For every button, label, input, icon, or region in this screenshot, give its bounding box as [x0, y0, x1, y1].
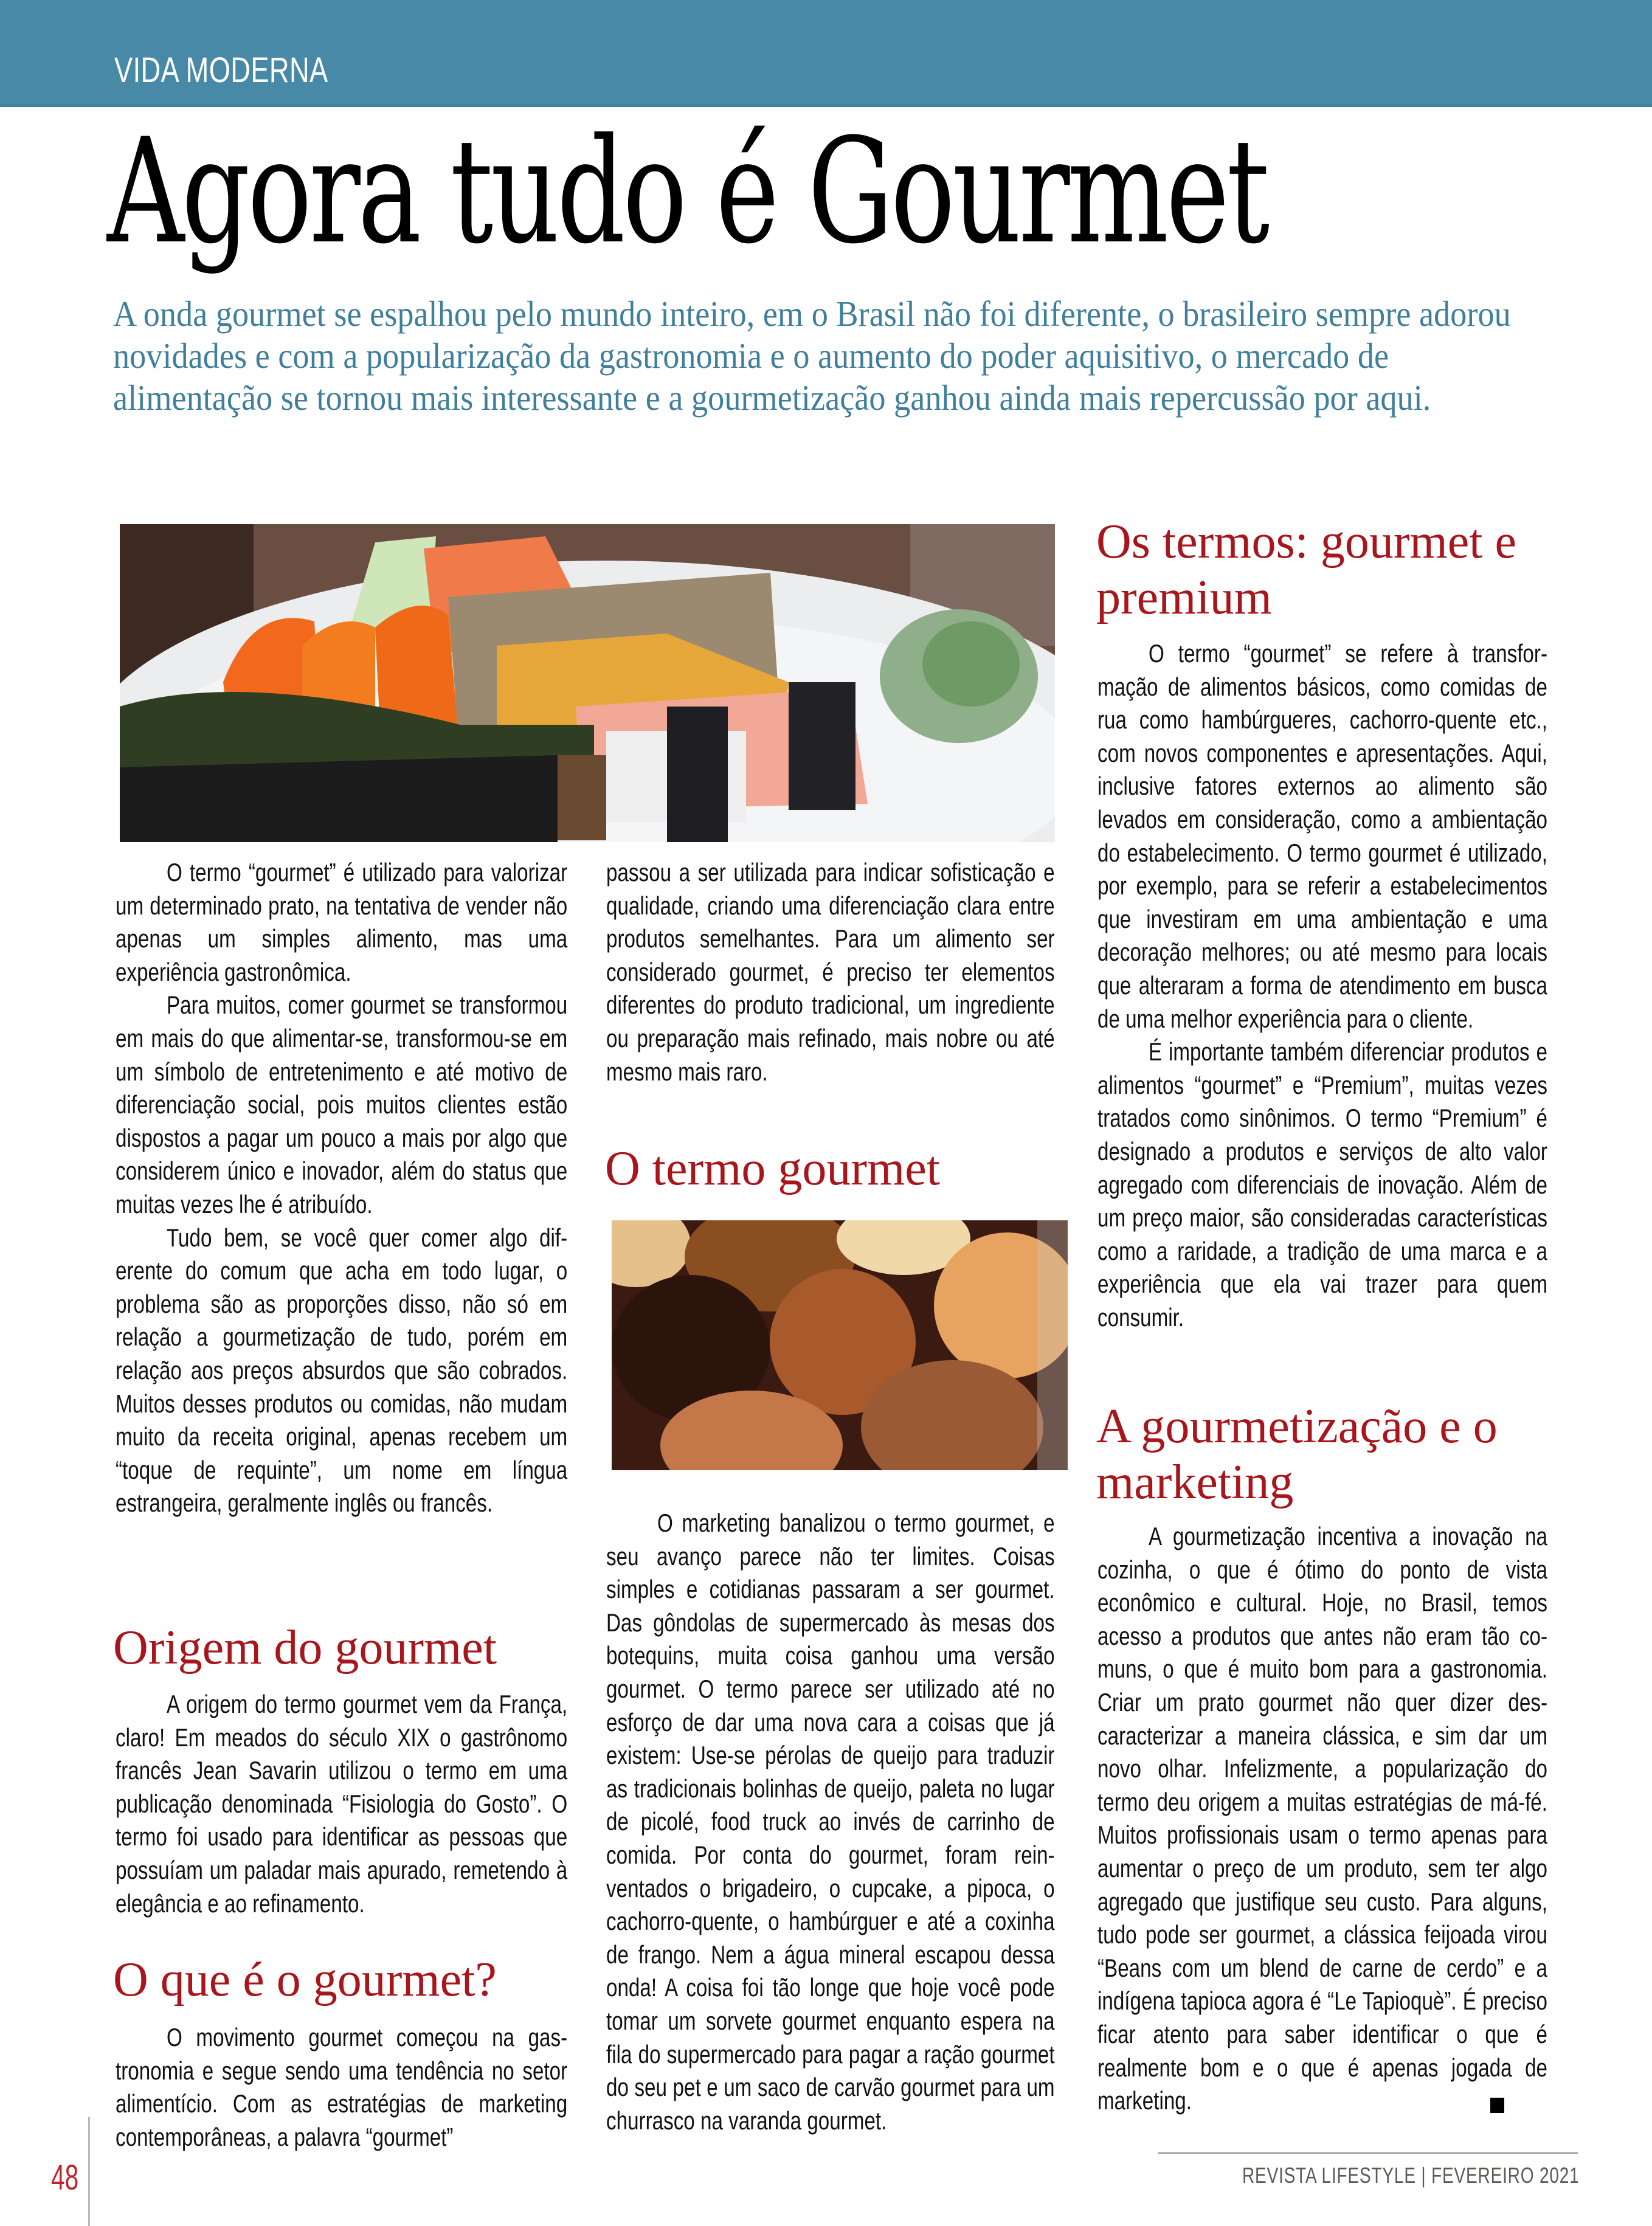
paragraph: passou a ser utilizada para indicar sofisticação e qualidade, criando uma diferenciação clara entre produtos semelhantes. Para um alimento ser considerado gourmet, é preciso ter elementos diferentes do produto tradicional, um ingrediente ou preparação mais refinado, mais nobre ou até mesmo mais raro.: [606, 858, 1055, 1086]
column-3-termos: [1097, 637, 1547, 1334]
paragraph: O marketing banalizou o termo gourmet, e seu avanço parece não ter limites. Coisas simples e cotidianas passaram a ser gourmet. Das gôndolas de supermercado às mesas dos botequins, muita coisa ganhou uma versão gourmet. O termo parece ser utilizado até no esforço de dar uma nova cara a coisas que já existem: Use-se pérolas de queijo para traduzir as tradicionais bolinhas de queijo, paleta no lugar de picolé, food truck ao invés de carrinho de comida. Por conta do gourmet, foram reinventados o brigadeiro, o cupcake, a pipoca, o cachorro-quente, o hambúrguer e até a coxinha de frango. Nem a água mineral escapou dessa onda! A coisa foi tão longe que hoje você pode tomar um sorvete gourmet enquanto espera na fila do supermercado para pagar a ração gourmet do seu pet e um saco de carvão gourmet para um churrasco na varanda gourmet.: [606, 1509, 1055, 2135]
publication-footer: REVISTA LIFESTYLE | FEVEREIRO 2021: [1242, 2163, 1580, 2188]
section-label: VIDA MODERNA: [114, 50, 328, 90]
column-1-origem: [116, 1688, 567, 1920]
heading-termo-container: [605, 1141, 1067, 1197]
footer-rule: [1158, 2152, 1578, 2154]
sushi-illustration: [120, 524, 1055, 842]
page-number: 48: [51, 2158, 79, 2197]
paragraph: O movimento gourmet começou na gastronomia e segue sendo uma tendência no setor alimentício. Com as estratégias de marketing contemporâneas, a palavra “gourmet”: [116, 2023, 568, 2151]
article-lead: [113, 293, 1560, 419]
heading-o-termo-gourmet: O termo gourmet: [605, 1142, 940, 1195]
article-title: Agora tudo é Gourmet: [107, 108, 1267, 276]
paragraph: Tudo bem, se você quer comer algo diferente do comum que acha em todo lugar, o problema são as proporções disso, não só em relação a gourmetização de tudo, porém em relação aos preços absurdos que são cobrados. Muitos desses produtos ou comidas, não mudam muito da receita original, apenas recebem um “toque de requinte”, um nome em língua estrangeira, geralmente inglês ou francês.: [116, 1223, 568, 1518]
heading-origem-container: [113, 1620, 575, 1676]
column-2: [606, 856, 1055, 1088]
heading-termos-container: [1096, 514, 1571, 626]
lead-text: A onda gourmet se espalhou pelo mundo inteiro, em o Brasil não foi diferente, o brasileiro sempre adorou novidades e com a popularização da gastronomia e o aumento do poder aquisitivo, o mercado de alimentação se tornou mais interessante e a gourmetização ganhou ainda mais repercussão por aqui.: [113, 294, 1511, 418]
paragraph: O termo “gourmet” é utilizado para valorizar um determinado prato, na tentativa de vender não apenas um simples alimento, mas uma experiência gastronômica.: [116, 858, 568, 986]
paragraph: O termo “gourmet” se refere à transformação de alimentos básicos, como comidas de rua como hambúrgueres, cachorro-quente etc., com novos componentes e apresentações. Aqui, inclusive fatores externos ao alimento são levados em consideração, como a ambientação do estabelecimento. O termo gourmet é utilizado, por exemplo, para se referir a estabelecimentos que investiram em uma ambientação e uma decoração melhores; ou até mesmo para locais que alteraram a forma de atendimento em busca de uma melhor experiência para o cliente.: [1097, 639, 1547, 1033]
paragraph: É importante também diferenciar produtos e alimentos “gourmet” e “Premium”, muitas vezes tratados como sinônimos. O termo “Premium” é designado a produtos e serviços de alto valor agregado com diferenciais de inovação. Além de um preço maior, são consideradas características como a raridade, a tradição de uma marca e a experiência que ela vai trazer para quem consumir.: [1097, 1037, 1547, 1332]
heading-oque-container: [113, 1952, 575, 2008]
brigadeiros-illustration: [612, 1220, 1068, 1470]
column-2-termo: [606, 1507, 1055, 2137]
sushi-platter-photo: [120, 524, 1055, 842]
paragraph: A origem do termo gourmet vem da França, claro! Em meados do século XIX o gastrônomo francês Jean Savarin utilizou o termo em uma publicação denominada “Fisiologia do Gosto”. O termo foi usado para identificar as pessoas que possuíam um paladar mais apurado, remetendo à elegância e ao refinamento.: [116, 1690, 568, 1918]
heading-origem-do-gourmet: Origem do gourmet: [113, 1621, 497, 1675]
heading-os-termos: Os termos: gourmet e premium: [1096, 515, 1516, 624]
page-number-divider: [88, 2117, 90, 2226]
column-1: [116, 856, 567, 1520]
paragraph: A gourmetização incentiva a inovação na cozinha, o que é ótimo do ponto de vista econômico e cultural. Hoje, no Brasil, temos acesso a produtos que antes não eram tão comuns, o que é muito bom para a gastronomia. Criar um prato gourmet não quer dizer descaracterizar a maneira clássica, e sim dar um novo olhar. Infelizmente, a popularização do termo deu origem a muitas estratégias de má-fé. Muitos profissionais usam o termo apenas para aumentar o preço de um produto, sem ter algo agregado que justifique seu custo. Para alguns, tudo pode ser gourmet, a clássica feijoada virou “Beans com um blend de carne de cerdo” e a indígena tapioca agora é “Le Tapioquè”. É preciso ficar atento para saber identificar o que é realmente bom e o que é apenas jogada de marketing.: [1097, 1522, 1547, 2115]
heading-marketing-container: [1096, 1398, 1571, 1510]
column-3-marketing: [1097, 1520, 1547, 2118]
chocolate-brigadeiros-photo: [612, 1220, 1068, 1470]
heading-gourmetizacao-marketing: A gourmetização e o marketing: [1096, 1400, 1498, 1509]
heading-o-que-e-o-gourmet: O que é o gourmet?: [113, 1953, 497, 2007]
column-1-oque: [116, 2021, 567, 2154]
paragraph: Para muitos, comer gourmet se transformou em mais do que alimentar-se, transformou-se em um símbolo de entretenimento e até motivo de diferenciação social, pois muitos clientes estão dispostos a pagar um pouco a mais por algo que considerem único e inovador, além do status que muitas vezes lhe é atribuído.: [116, 990, 568, 1218]
end-of-article-mark: [1490, 2098, 1504, 2113]
